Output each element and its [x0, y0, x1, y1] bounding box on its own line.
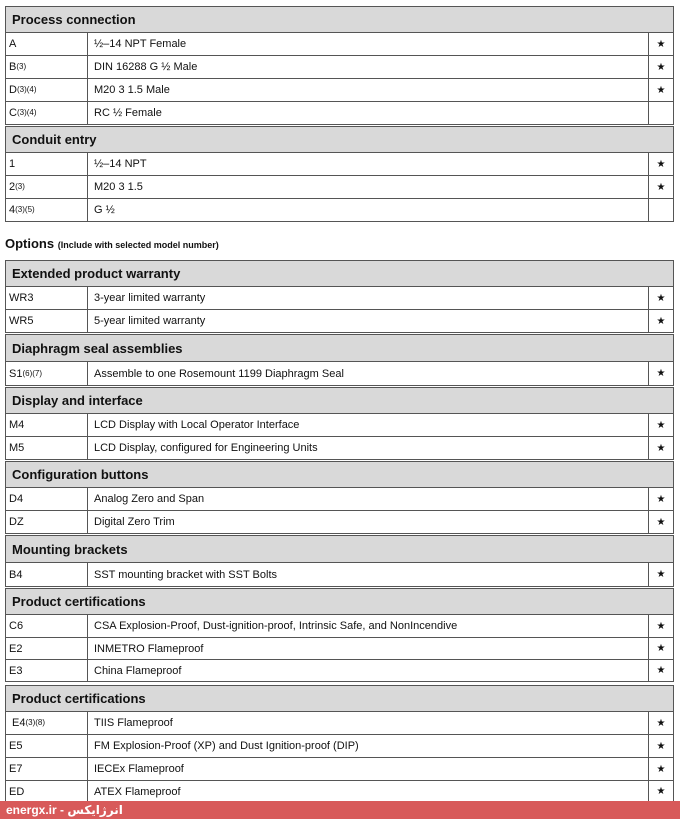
row-code: WR5 — [6, 310, 88, 332]
star-icon — [649, 199, 673, 221]
row-description: LCD Display with Local Operator Interface — [88, 414, 649, 436]
section-header: Extended product warranty — [5, 260, 674, 287]
row-code: B4 — [6, 563, 88, 586]
table-row — [5, 153, 674, 176]
section-header: Diaphragm seal assemblies — [5, 334, 674, 362]
section-header: Configuration buttons — [5, 461, 674, 488]
row-code: D4 — [6, 488, 88, 510]
section-header: Product certifications — [5, 588, 674, 615]
row-description: TIIS Flameproof — [88, 712, 649, 734]
row-description: China Flameproof — [88, 660, 649, 681]
table-row — [5, 33, 674, 56]
star-icon: ★ — [656, 292, 666, 304]
table-row — [5, 781, 674, 803]
section-header: Mounting brackets — [5, 535, 674, 563]
row-code: B (3) — [6, 56, 88, 78]
row-description: Analog Zero and Span — [88, 488, 649, 510]
row-code: C (3)(4) — [6, 102, 88, 124]
table-row — [5, 79, 674, 102]
row-description: ½–14 NPT Female — [88, 33, 649, 55]
options-title: Options — [5, 236, 55, 251]
row-code: E4 (3)(8) — [6, 712, 88, 734]
row-description: G ½ — [88, 199, 649, 221]
row-code: ED — [6, 781, 88, 802]
section-header: Display and interface — [5, 387, 674, 414]
table-row — [5, 414, 674, 437]
table-row — [5, 638, 674, 660]
table-row — [5, 660, 674, 682]
star-icon: ★ — [656, 740, 666, 752]
table-row — [5, 102, 674, 125]
section-header: Conduit entry — [5, 126, 674, 153]
row-description: RC ½ Female — [88, 102, 649, 124]
row-description: M20 3 1.5 Male — [88, 79, 649, 101]
row-description: SST mounting bracket with SST Bolts — [88, 563, 649, 586]
section-process-connection — [5, 6, 674, 125]
row-description: DIN 16288 G ½ Male — [88, 56, 649, 78]
star-icon: ★ — [656, 368, 666, 379]
star-icon: ★ — [656, 493, 666, 505]
section-extended-warranty — [5, 260, 674, 333]
star-icon: ★ — [656, 181, 666, 193]
row-code: E2 — [6, 638, 88, 659]
row-description: IECEx Flameproof — [88, 758, 649, 780]
table-row — [5, 615, 674, 638]
footer-text: energx.ir - انرژایکس — [6, 803, 123, 817]
table-row — [5, 362, 674, 386]
row-code: E3 — [6, 660, 88, 681]
table-row — [5, 712, 674, 735]
star-icon: ★ — [656, 717, 666, 729]
star-icon: ★ — [656, 315, 666, 327]
row-code: E5 — [6, 735, 88, 757]
row-code: M5 — [6, 437, 88, 459]
star-icon: ★ — [656, 643, 666, 654]
row-code: 1 — [6, 153, 88, 175]
footer-watermark-bar — [0, 801, 680, 819]
section-header: Product certifications — [5, 685, 674, 712]
row-description: ATEX Flameproof — [88, 781, 649, 802]
table-row — [5, 511, 674, 534]
row-description: 5-year limited warranty — [88, 310, 649, 332]
row-description: M20 3 1.5 — [88, 176, 649, 198]
star-icon: ★ — [656, 665, 666, 676]
star-icon: ★ — [656, 84, 666, 96]
star-icon: ★ — [656, 442, 666, 454]
star-icon: ★ — [656, 786, 666, 797]
row-code: C6 — [6, 615, 88, 637]
table-row — [5, 287, 674, 310]
row-code: 2 (3) — [6, 176, 88, 198]
row-code: E7 — [6, 758, 88, 780]
table-row — [5, 758, 674, 781]
table-row — [5, 56, 674, 79]
section-conduit-entry — [5, 126, 674, 222]
section-product-certifications — [5, 588, 674, 682]
star-icon: ★ — [656, 158, 666, 170]
row-code: WR3 — [6, 287, 88, 309]
table-row — [5, 735, 674, 758]
section-configuration-buttons — [5, 461, 674, 534]
table-row — [5, 437, 674, 460]
section-mounting-brackets — [5, 535, 674, 587]
row-description: CSA Explosion-Proof, Dust-ignition-proof, Intrinsic Safe, and NonIncendive — [88, 615, 649, 637]
section-product-certifications-2 — [5, 685, 674, 803]
row-description: Digital Zero Trim — [88, 511, 649, 533]
row-description: FM Explosion-Proof (XP) and Dust Ignition-proof (DIP) — [88, 735, 649, 757]
section-diaphragm-seal — [5, 334, 674, 386]
table-row — [5, 199, 674, 222]
table-row — [5, 488, 674, 511]
row-code: 4 (3)(5) — [6, 199, 88, 221]
row-description: 3-year limited warranty — [88, 287, 649, 309]
table-row — [5, 310, 674, 333]
star-icon: ★ — [656, 61, 666, 73]
options-heading — [5, 236, 219, 251]
row-code: A — [6, 33, 88, 55]
star-icon: ★ — [656, 569, 666, 580]
section-header: Process connection — [5, 6, 674, 33]
table-row — [5, 563, 674, 587]
row-code: M4 — [6, 414, 88, 436]
row-description: Assemble to one Rosemount 1199 Diaphragm Seal — [88, 362, 649, 385]
star-icon: ★ — [656, 419, 666, 431]
section-display-interface — [5, 387, 674, 460]
row-description: ½–14 NPT — [88, 153, 649, 175]
star-icon: ★ — [656, 620, 666, 632]
star-icon: ★ — [656, 38, 666, 50]
row-code: D (3)(4) — [6, 79, 88, 101]
options-note: (Include with selected model number) — [57, 240, 219, 250]
star-icon — [649, 102, 673, 124]
row-description: LCD Display, configured for Engineering Units — [88, 437, 649, 459]
row-description: INMETRO Flameproof — [88, 638, 649, 659]
star-icon: ★ — [656, 516, 666, 528]
row-code: S1 (6)(7) — [6, 362, 88, 385]
row-code: DZ — [6, 511, 88, 533]
star-icon: ★ — [656, 763, 666, 775]
table-row — [5, 176, 674, 199]
